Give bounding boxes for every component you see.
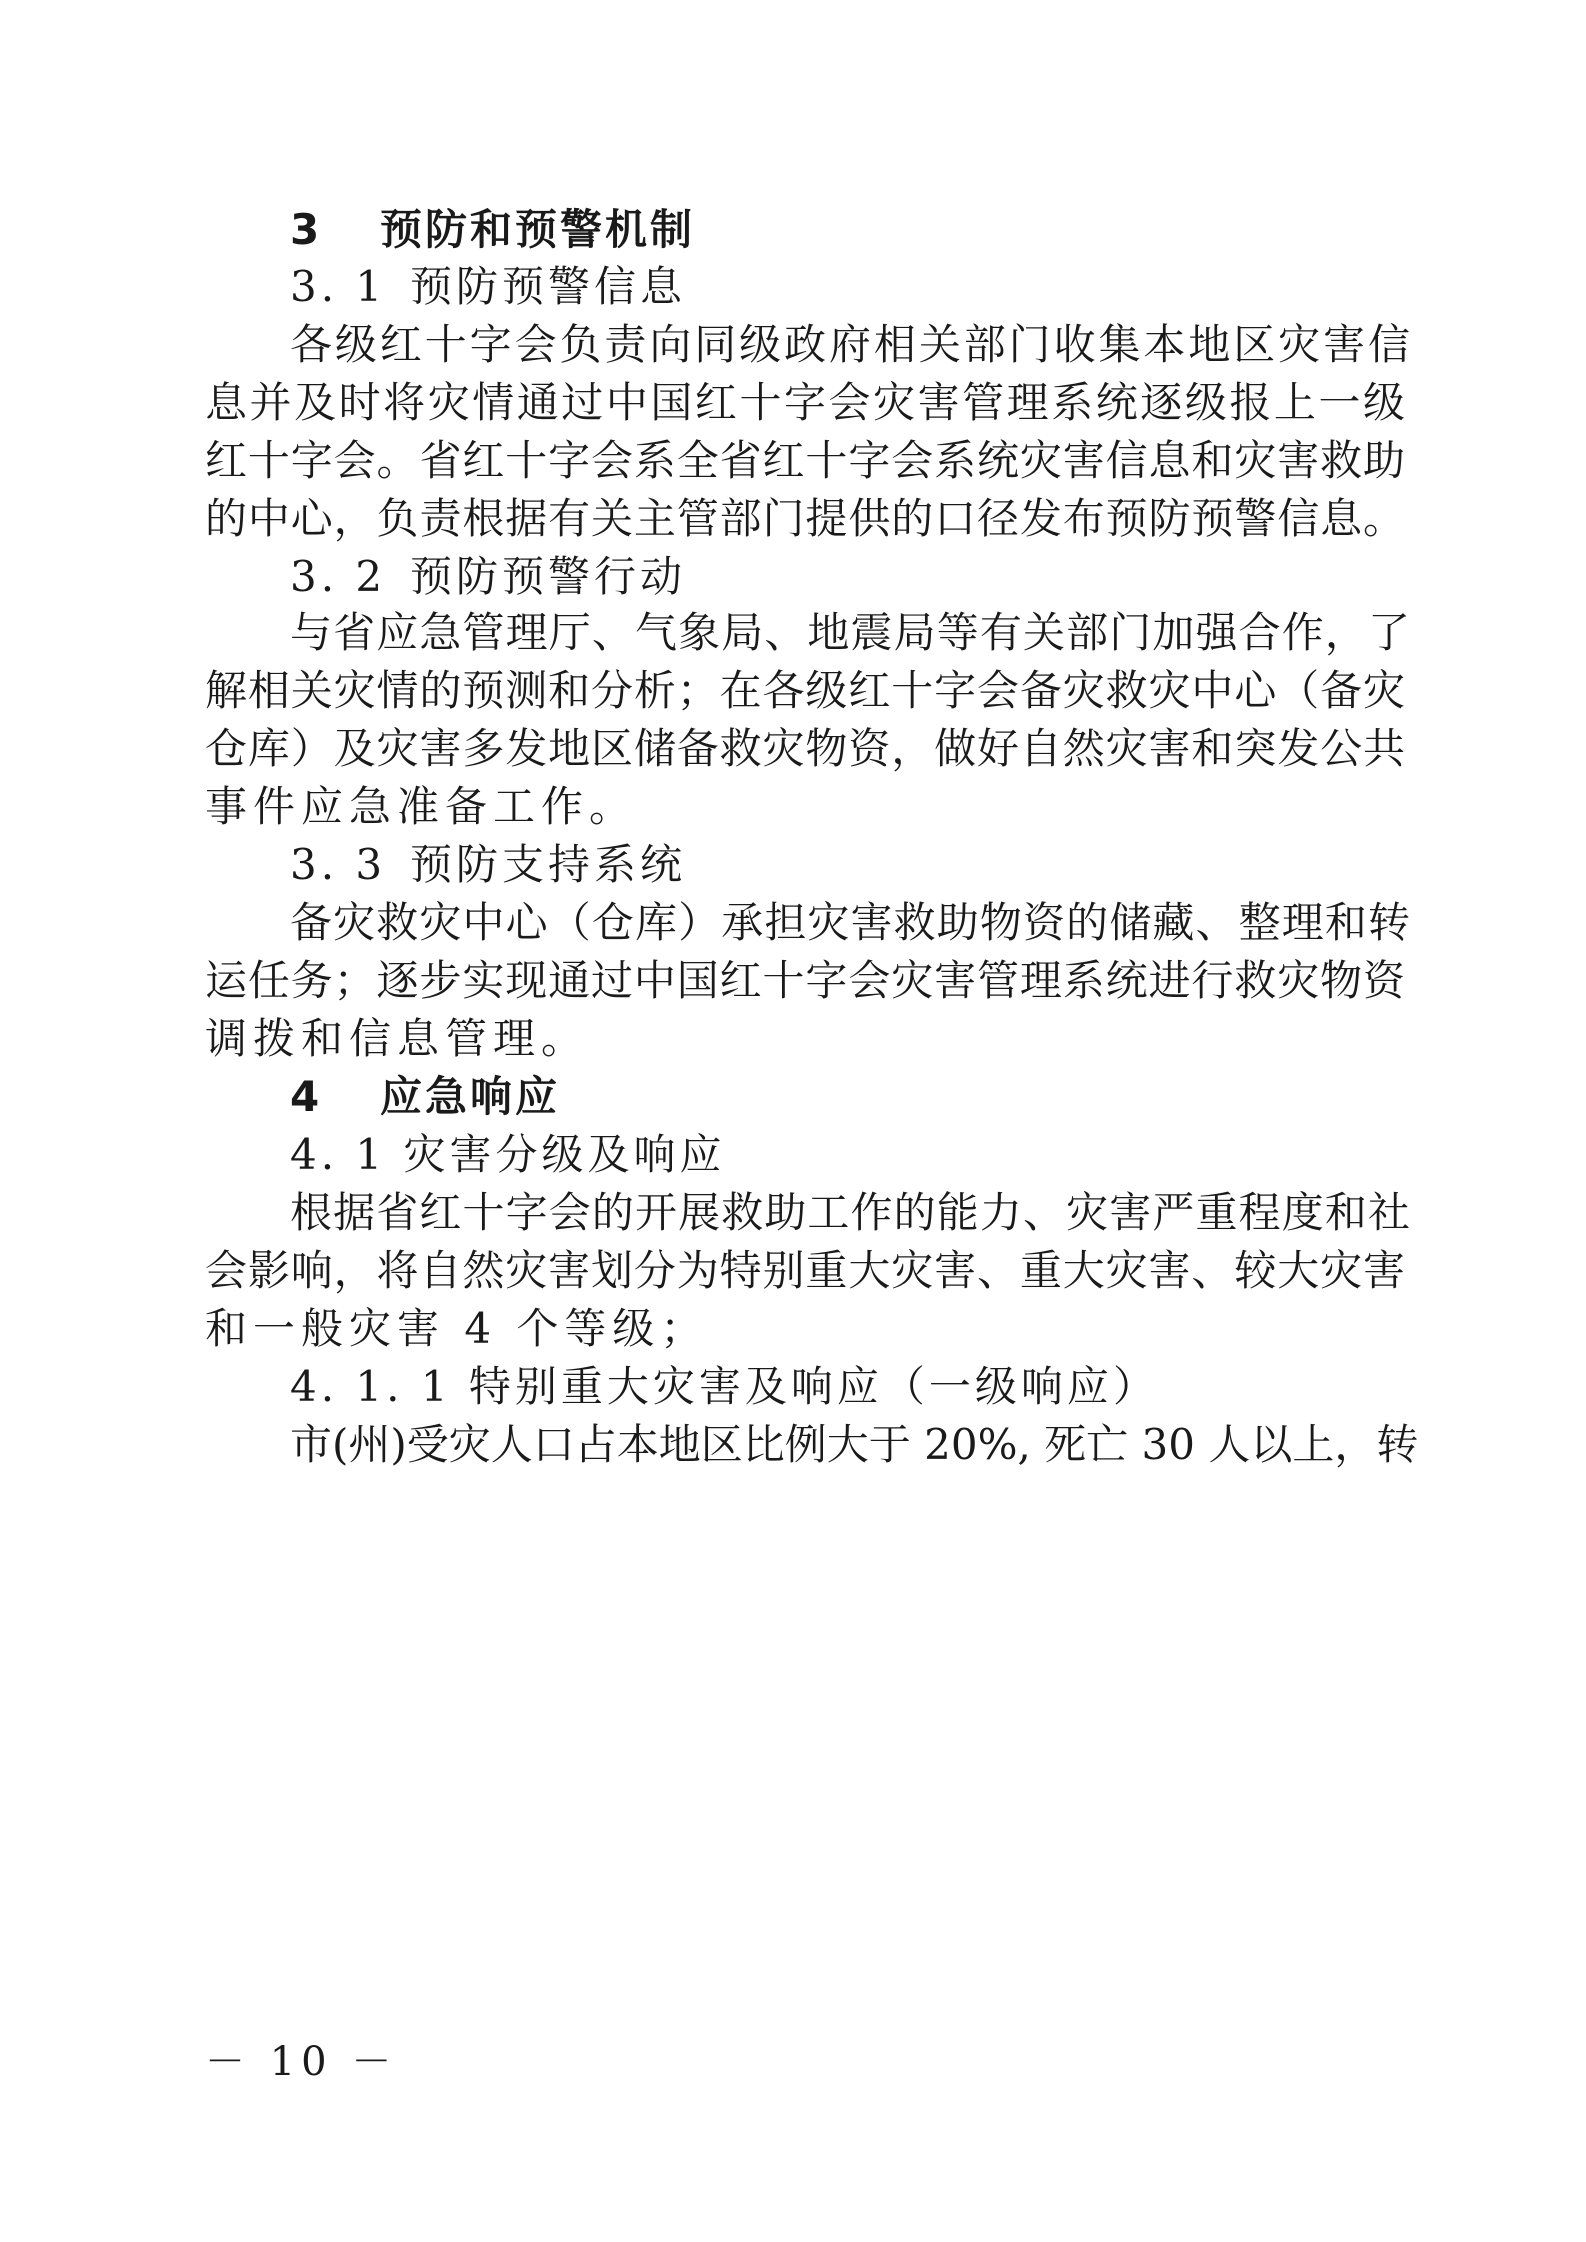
section-heading-4 [290,1072,1410,1122]
paragraph-line: 解相关灾情的预测和分析；在各级红十字会备灾救灾中心（备灾 [205,666,1405,715]
paragraph-line: 红十字会。省红十字会系全省红十字会系统灾害信息和灾害救助 [205,436,1405,485]
section-number: 4 [290,1072,323,1121]
paragraph-line: 事件应急准备工作。 [205,782,638,831]
subsection-title: 预防预警信息 [410,262,687,311]
subsection-heading-4-1-1: 4. 1. 1 特别重大灾害及响应（一级响应） [290,1362,1159,1411]
paragraph-line: 备灾救灾中心（仓库）承担灾害救助物资的储藏、整理和转 [290,898,1410,947]
subsection-number: 3. 1 [290,262,387,311]
paragraph-line: 根据省红十字会的开展救助工作的能力、灾害严重程度和社 [290,1188,1410,1237]
paragraph-line: 运任务；逐步实现通过中国红十字会灾害管理系统进行救灾物资 [205,956,1405,1005]
paragraph-line: 的中心，负责根据有关主管部门提供的口径发布预防预警信息。 [205,494,1405,543]
section-number: 3 [290,205,323,254]
paragraph-line: 会影响，将自然灾害划分为特别重大灾害、重大灾害、较大灾害 [205,1246,1405,1295]
paragraph-line: 市(州)受灾人口占本地区比例大于 20%, 死亡 30 人以上，转 [290,1420,1419,1469]
paragraph-line: 与省应急管理厅、气象局、地震局等有关部门加强合作，了 [290,608,1410,657]
section-heading-3 [290,205,1410,255]
page-number: － 10 － [205,2039,398,2085]
subsection-heading-4-1: 4. 1 灾害分级及响应 [290,1130,726,1179]
paragraph-line: 息并及时将灾情通过中国红十字会灾害管理系统逐级报上一级 [205,378,1405,427]
section-title: 应急响应 [380,1072,561,1121]
section-title: 预防和预警机制 [380,205,696,254]
paragraph-line: 调拨和信息管理。 [205,1014,590,1063]
paragraph-line: 仓库）及灾害多发地区储备救灾物资，做好自然灾害和突发公共 [205,724,1405,773]
subsection-heading-3-3 [290,840,1410,890]
subsection-heading-3-2 [290,552,1410,602]
subsection-title: 预防预警行动 [410,552,687,601]
subsection-heading-3-1 [290,262,1410,312]
subsection-number: 3. 2 [290,552,387,601]
subsection-title: 预防支持系统 [410,840,687,889]
paragraph-line: 各级红十字会负责向同级政府相关部门收集本地区灾害信 [290,320,1410,369]
paragraph-line: 和一般灾害 4 个等级； [205,1304,709,1353]
subsection-number: 3. 3 [290,840,387,889]
